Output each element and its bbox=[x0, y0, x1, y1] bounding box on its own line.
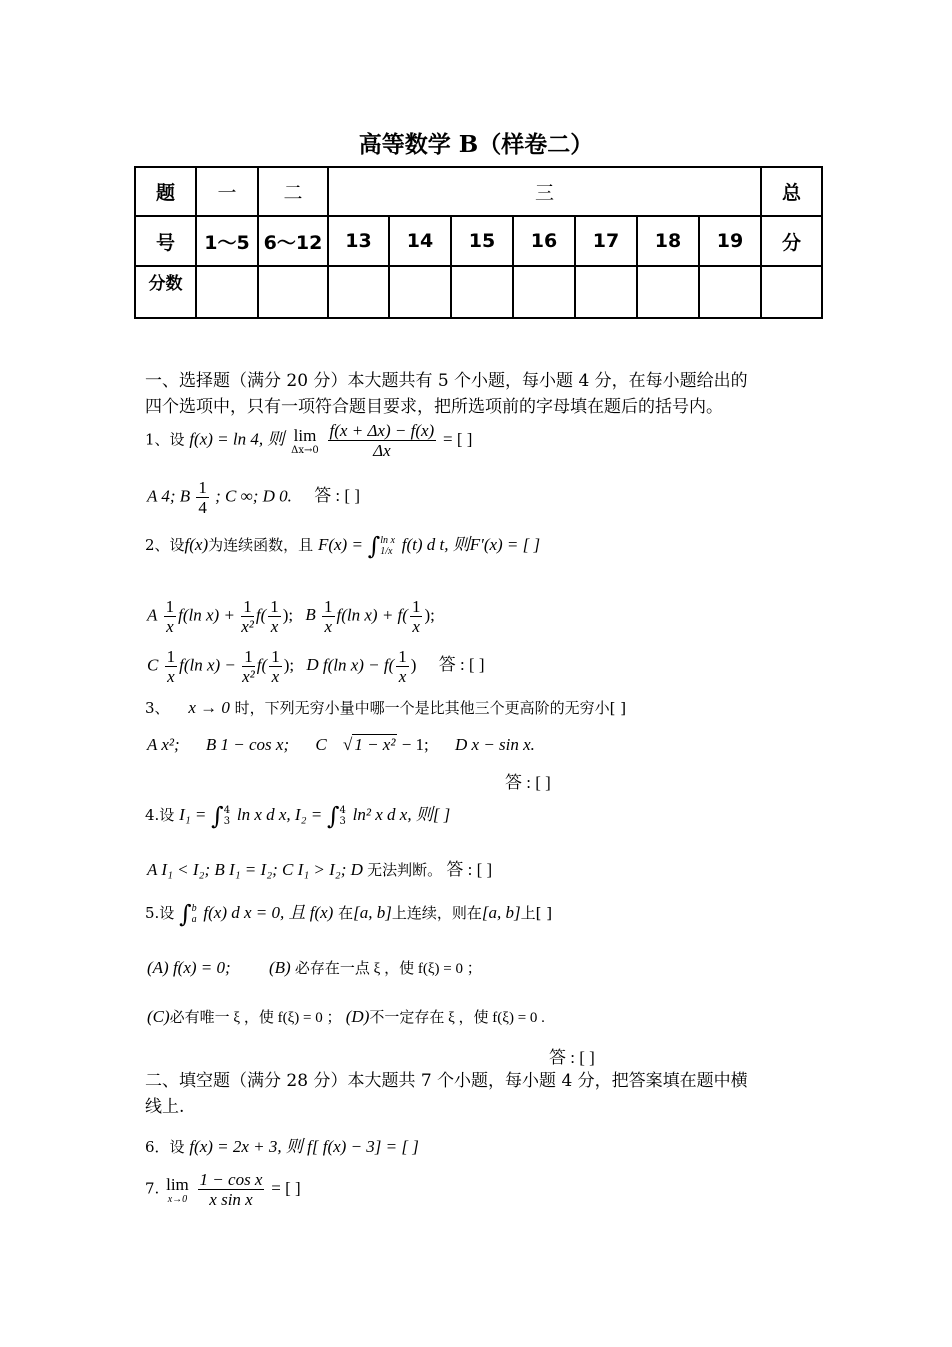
sub-col-3: 13 bbox=[328, 216, 389, 266]
page-title: 高等数学 B（样卷二） bbox=[358, 131, 594, 158]
score-cell[interactable] bbox=[513, 266, 575, 318]
score-cell[interactable] bbox=[637, 266, 699, 318]
score-cell[interactable] bbox=[451, 266, 513, 318]
q5-answer[interactable]: 答 : [ ] bbox=[549, 1048, 595, 1067]
col-zong: 总 bbox=[761, 167, 822, 216]
score-row-label: 分数 bbox=[135, 266, 196, 318]
score-cell[interactable] bbox=[258, 266, 328, 318]
sub-col-9: 19 bbox=[699, 216, 761, 266]
score-cell[interactable] bbox=[575, 266, 637, 318]
score-cell[interactable] bbox=[328, 266, 389, 318]
score-cell[interactable] bbox=[196, 266, 258, 318]
score-cell[interactable] bbox=[699, 266, 761, 318]
col-er: 二 bbox=[258, 167, 328, 216]
sub-col-5: 15 bbox=[451, 216, 513, 266]
q4-answer[interactable]: 答 : [ ] bbox=[446, 860, 493, 879]
question-1-options: A 4; B $\frac{1}{4}$ ; C ∞; D 0. 答 : [ ] bbox=[147, 478, 360, 517]
section1-intro: 一、选择题（满分 20 分）本大题共有 5 个小题，每小题 4 分，在每小题给出的 四个选项中，只有一项符合题目要求，把所选项前的字母填在题后的括号内。 bbox=[145, 371, 748, 417]
question-7: 7. lim x→0 $\frac{\text{1 − cos x}}{\text{x sin x}}$ = [ ] bbox=[145, 1170, 301, 1209]
header-hao: 号 bbox=[135, 216, 196, 266]
section2-intro: 二、填空题（满分 28 分）本大题共 7 个小题，每小题 4 分，把答案填在题中横 线上. bbox=[145, 1071, 748, 1117]
question-5-options-cd: (C)必有唯一 ξ ，使 f(ξ) = 0 ； (D)不一定存在 ξ ，使 f(ξ) = 0 . bbox=[147, 1007, 545, 1026]
col-san: 三 bbox=[328, 167, 761, 216]
question-3-options: A x²; B 1 − cos x; C √ 1 − x² − 1; D x − sin x. bbox=[147, 735, 535, 754]
sub-col-8: 18 bbox=[637, 216, 699, 266]
score-table bbox=[134, 166, 823, 319]
sub-col-2: 6～12 bbox=[258, 216, 328, 266]
q1-answer[interactable]: 答 : [ ] bbox=[314, 486, 360, 506]
question-5-options-ab: (A) f(x) = 0; (B) 必存在一点 ξ ，使 f(ξ) = 0 ； bbox=[147, 958, 482, 977]
col-yi: 一 bbox=[196, 167, 258, 216]
question-3: 3、 x → 0 时，下列无穷小量中哪一个是比其他三个更高阶的无穷小[ ] bbox=[145, 698, 627, 717]
col-fen: 分 bbox=[761, 216, 822, 266]
score-cell[interactable] bbox=[389, 266, 451, 318]
question-6: 6．设 f(x) = 2x + 3, 则 f[ f(x) − 3] = [ ] bbox=[145, 1137, 419, 1156]
sub-col-1: 1～5 bbox=[196, 216, 258, 266]
question-1: 1、设 f(x) = ln 4, 则 lim Δx→0 $\frac{f(x + \Delta x) - f(x)}{\Delta x}$ = [ ] bbox=[145, 421, 473, 460]
q7-answer[interactable]: = [ ] bbox=[271, 1178, 301, 1198]
sub-col-4: 14 bbox=[389, 216, 451, 266]
sub-col-6: 16 bbox=[513, 216, 575, 266]
q2-answer[interactable]: 答 : [ ] bbox=[438, 655, 485, 675]
question-4: 4.设 I₁ = ∫ 4 3 ln x d x, I₂ = ∫ 4 3 ln² x d x, 则[ ] bbox=[145, 802, 451, 830]
question-5: 5.设 ∫ b a f(x) d x = 0, 且 f(x) 在[a, b]上连续，则在[a, b]上[ ] bbox=[145, 900, 553, 928]
sub-col-7: 17 bbox=[575, 216, 637, 266]
question-2: 2、设f(x)为连续函数，且 F(x) = ∫ ln x 1/x f(t) d t, 则F′(x) = [ ] bbox=[145, 532, 541, 560]
header-ti: 题 bbox=[135, 167, 196, 216]
q3-answer[interactable]: 答 : [ ] bbox=[505, 773, 551, 792]
score-cell[interactable] bbox=[761, 266, 822, 318]
question-4-options: A I₁ < I₂; B I₁ = I₂; C I₁ > I₂; D 无法判断。 答 : [ ] bbox=[147, 860, 493, 879]
question-2-options-ab: A $\frac{1}{x}$ f(ln x) + $\frac{1}{\text{x²}}$ f( $\frac{1}{x}$ ); B $\frac{1}{x}$ f(ln x) + f( $\frac{1}{x}$ ); bbox=[147, 597, 435, 636]
question-2-options-cd: C $\frac{1}{x}$ f(ln x) − $\frac{1}{\text{x²}}$ f( $\frac{1}{x}$ ); D f(ln x) − f( $\frac{1}{x}$ ) 答 : [ ] bbox=[147, 647, 485, 686]
